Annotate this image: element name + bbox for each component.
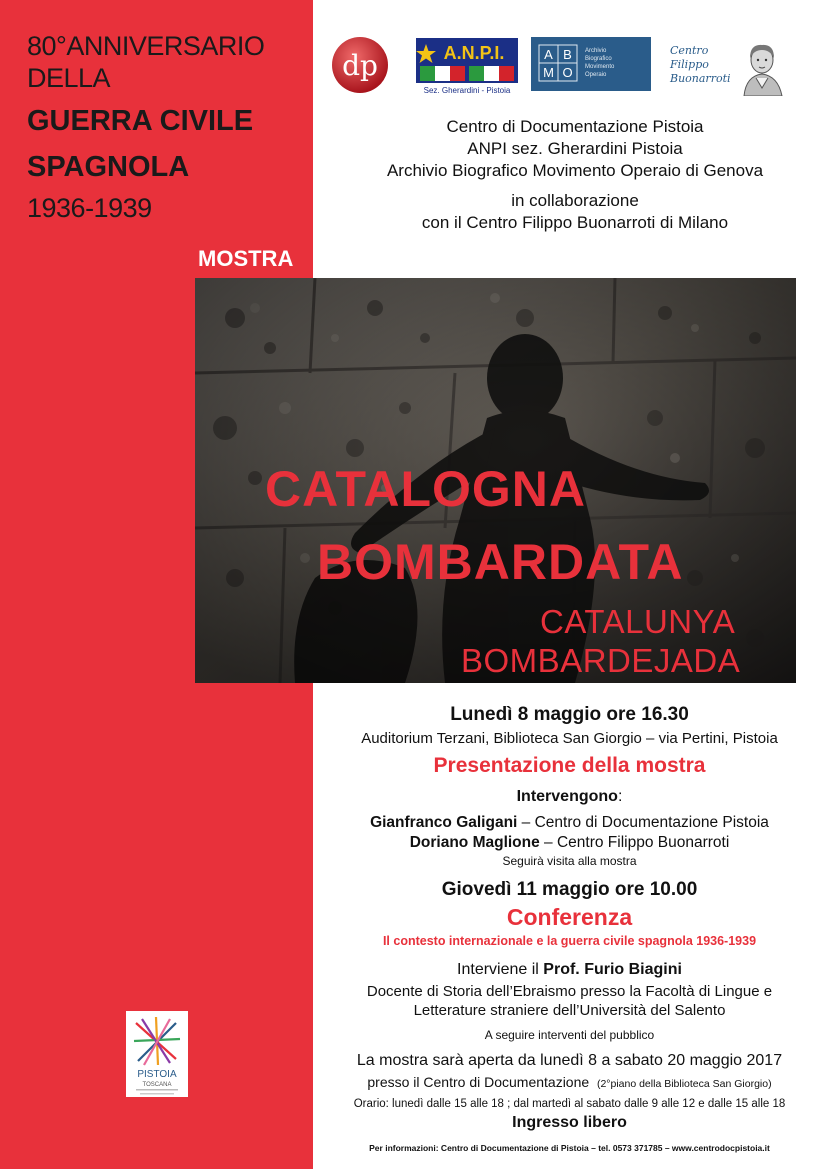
event2-speaker (313, 961, 826, 979)
header-della: DELLA (27, 63, 111, 93)
collaboration-label: in collaborazione (511, 191, 639, 210)
info-location-row (313, 1074, 826, 1090)
pistoia-logo-sub: TOSCANA (142, 1082, 172, 1088)
exhibit-subtitle-bombardejada: BOMBARDEJADA (461, 642, 741, 679)
event2-speaker-prefix: Interviene il (457, 961, 544, 978)
event1-place: Auditorium Terzani, Biblioteca San Giorgio – via Pertini, Pistoia (361, 730, 778, 747)
header-years: 1936-1939 (27, 193, 152, 223)
event1-speakers-label-row: Intervengono: (516, 788, 623, 805)
buonarroti-text-2: Filippo (670, 58, 709, 71)
anpi-logo (416, 38, 518, 96)
event1-note: Seguirà visita alla mostra (502, 854, 637, 868)
abmo-logo (531, 37, 651, 91)
info-location-note: (2°piano della Biblioteca San Giorgio) (596, 1078, 772, 1090)
event2-topic: Il contesto internazionale e la guerra civile spagnola 1936-1939 (382, 934, 757, 948)
info-entry: Ingresso libero (512, 1114, 627, 1131)
mostra-label: MOSTRA (198, 246, 294, 271)
buonarroti-text-1: Centro (670, 44, 709, 57)
event2-note: A seguire interventi del pubblico (484, 1028, 655, 1042)
abmo-letter-b: B (563, 47, 572, 62)
exhibit-title-catalogna: CATALOGNA (265, 461, 586, 517)
organizer-cdp: Centro di Documentazione Pistoia (446, 117, 704, 136)
anpi-logo-sub: Sez. Gherardini - Pistoia (423, 86, 511, 95)
event1-speaker2-org: – Centro Filippo Buonarroti (539, 834, 730, 851)
event1-date: Lunedì 8 maggio ore 16.30 (450, 704, 689, 725)
event2-speaker-role1: Docente di Storia dell’Ebraismo presso la Facoltà di Lingue e (366, 983, 773, 1000)
pistoia-logo-name: PISTOIA (137, 1069, 177, 1080)
event2-speaker-name: Prof. Furio Biagini (543, 961, 682, 978)
buonarroti-portrait (744, 45, 782, 96)
event1-speaker2 (313, 834, 826, 852)
event1-speaker1 (313, 814, 826, 832)
abmo-letter-m: M (543, 65, 554, 80)
exhibit-photo (195, 278, 796, 683)
info-location: presso il Centro di Documentazione (367, 1074, 590, 1090)
event1-speaker1-name: Gianfranco Galigani (370, 814, 518, 831)
anpi-logo-title: A.N.P.I. (443, 43, 505, 63)
abmo-text-1: Archivio (585, 48, 607, 54)
abmo-letter-a: A (544, 47, 553, 62)
event2-title: Conferenza (506, 904, 633, 930)
event2-speaker-role2: Letterature straniere dell’Università del Salento (413, 1002, 726, 1019)
info-contact: Per informazioni: Centro di Documentazione di Pistoia – tel. 0573 371785 – www.centrodocpistoia.it (369, 1143, 770, 1153)
cdp-logo-text: dp (342, 49, 378, 82)
buonarroti-logo (664, 38, 788, 96)
header-anniversary: 80°ANNIVERSARIO (27, 31, 265, 61)
abmo-text-4: Operaio (585, 72, 607, 78)
event1-speaker2-name: Doriano Maglione (409, 834, 540, 851)
event1-speakers-label: Intervengono (516, 788, 618, 805)
event2-date: Giovedì 11 maggio ore 10.00 (441, 879, 698, 900)
pistoia-toscana-logo (126, 1011, 188, 1097)
abmo-text-2: Biografico (585, 56, 612, 62)
organizer-anpi: ANPI sez. Gherardini Pistoia (467, 139, 683, 158)
header-guerra-civile: GUERRA CIVILE (27, 105, 254, 137)
info-hours: Orario: lunedì dalle 15 alle 18 ; dal martedì al sabato dalle 9 alle 12 e dalle 15 alle 18 (353, 1098, 786, 1110)
abmo-letter-o: O (562, 65, 573, 80)
info-opening: La mostra sarà aperta da lunedì 8 a sabato 20 maggio 2017 (356, 1052, 783, 1069)
organizer-abmo: Archivio Biografico Movimento Operaio di Genova (386, 161, 764, 180)
abmo-text-3: Movimento (585, 64, 615, 70)
exhibit-title-bombardata: BOMBARDATA (317, 534, 684, 590)
cdp-logo (330, 35, 390, 95)
exhibit-subtitle-catalunya: CATALUNYA (540, 603, 736, 640)
event1-title: Presentazione della mostra (433, 754, 706, 777)
buonarroti-text-3: Buonarroti (670, 72, 731, 85)
event1-speaker1-org: – Centro di Documentazione Pistoia (517, 814, 769, 831)
header-spagnola: SPAGNOLA (27, 151, 190, 183)
collaboration-partner: con il Centro Filippo Buonarroti di Milano (421, 213, 729, 232)
